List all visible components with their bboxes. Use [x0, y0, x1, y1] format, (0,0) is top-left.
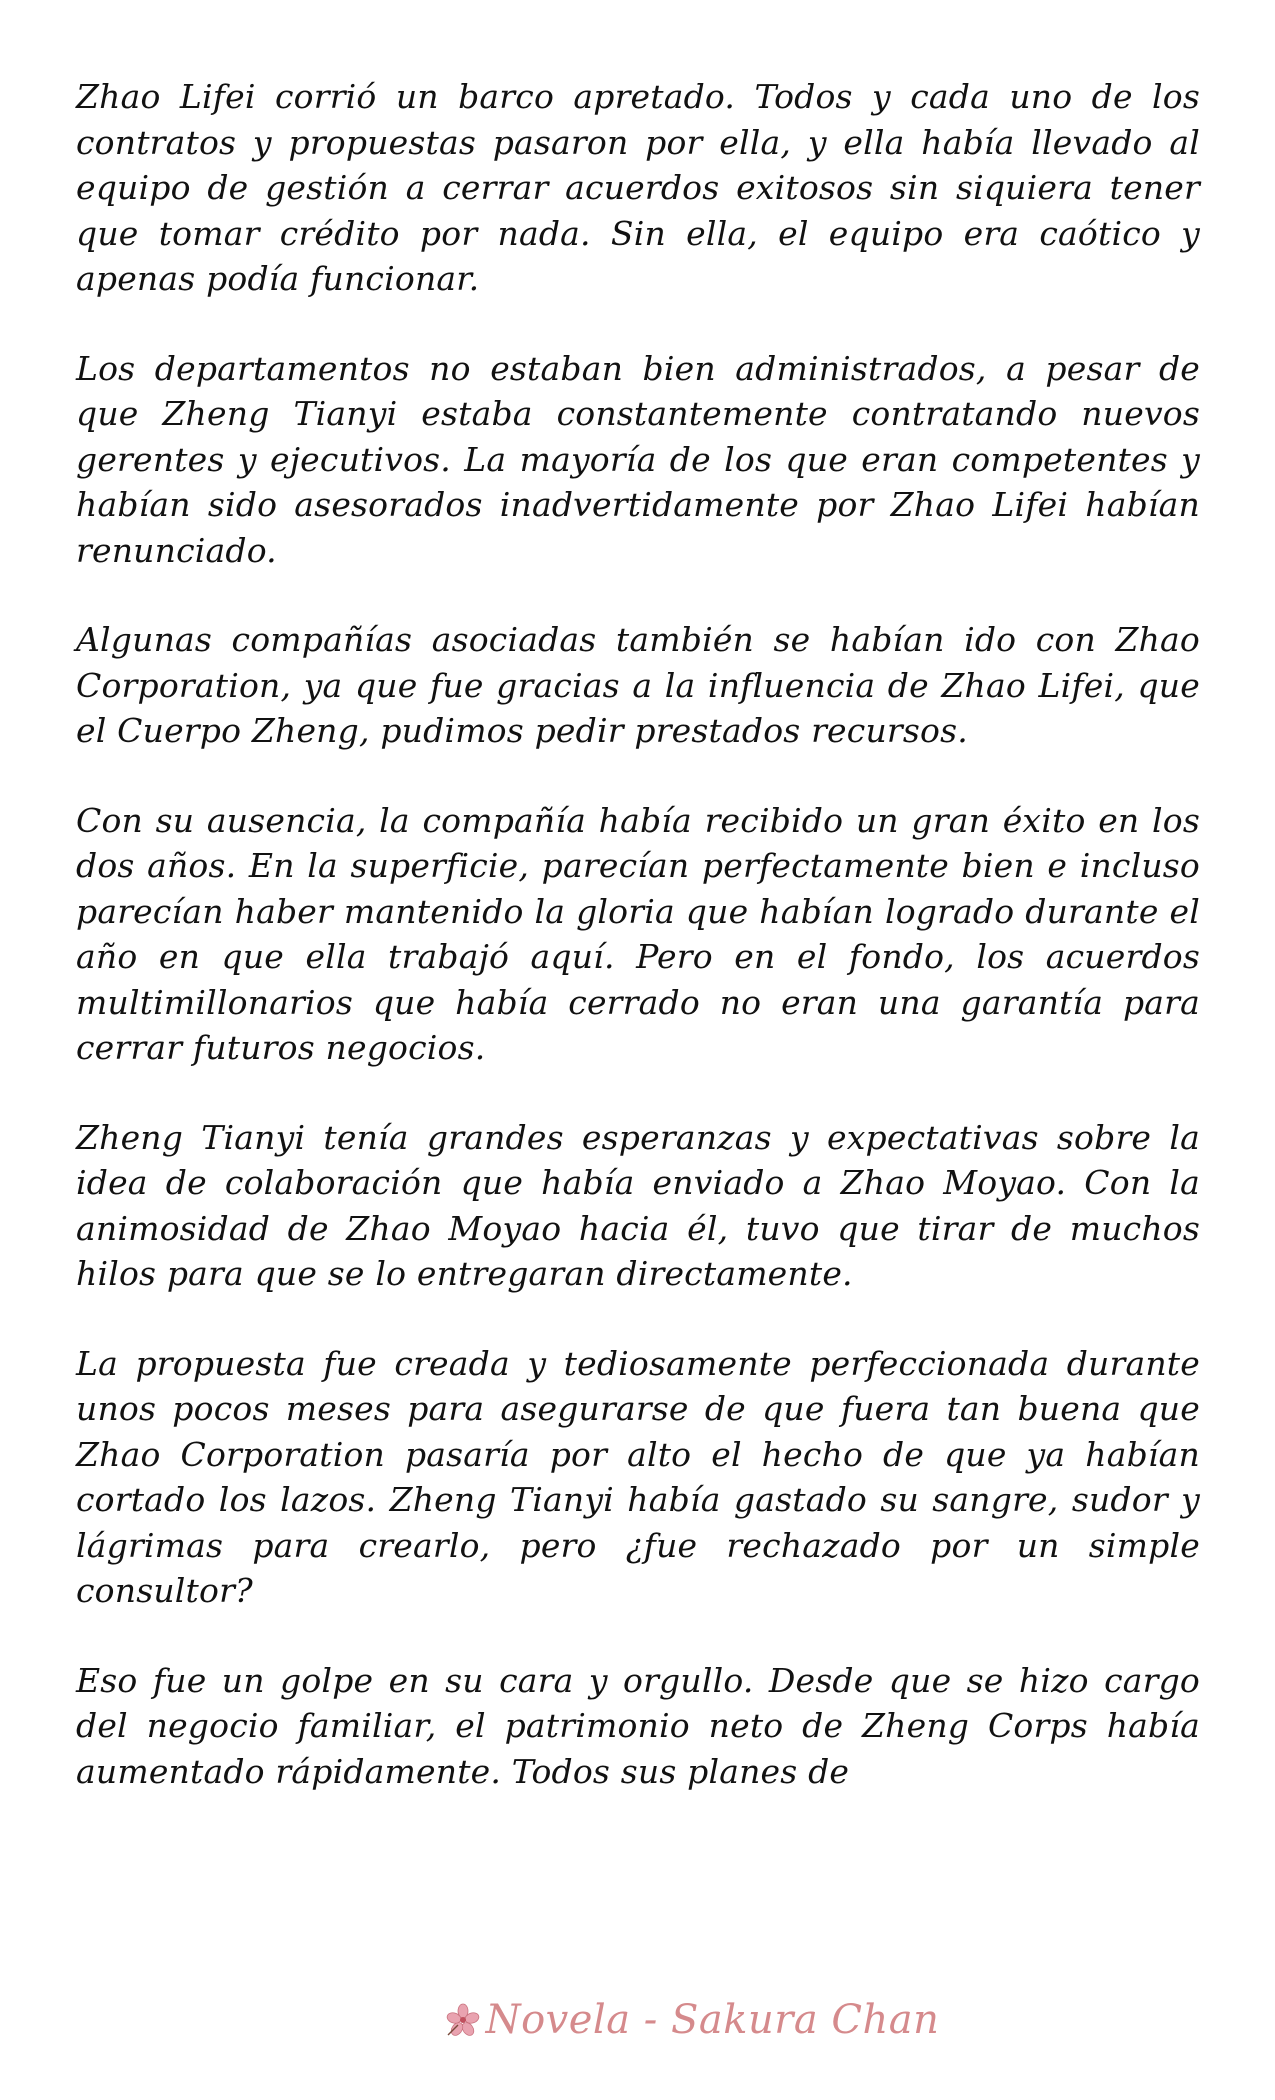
paragraph-7: Eso fue un golpe en su cara y orgullo. Desde que se hizo cargo del negocio familiar, el patrimonio neto de Zheng Corps había aumentado rápidamente. Todos sus planes de: [76, 1660, 1200, 1791]
paragraph-3: Algunas compañías asociadas también se habían ido con Zhao Corporation, ya que fue gracias a la influencia de Zhao Lifei, que el Cuerpo Zheng, pudimos pedir prestados recursos.: [76, 620, 1200, 750]
paragraph-6: La propuesta fue creada y tediosamente perfeccionada durante unos pocos meses para asegurarse de que fuera tan buena que Zhao Corporation pasaría por alto el hecho de que ya habían cortado los lazos. Zheng Tianyi había gastado su sangre, sudor y lágrimas para crearlo, pero ¿fue rechazado por un simple consultor?: [76, 1343, 1200, 1610]
paragraph-4: Con su ausencia, la compañía había recibido un gran éxito en los dos años. En la superficie, parecían perfectamente bien e incluso parecían haber mantenido la gloria que habían logrado durante el año en que ella trabajó aquí. Pero en el fondo, los acuerdos multimillonarios que había cerrado no eran una garantía para cerrar futuros negocios.: [76, 800, 1200, 1067]
sakura-flower-icon: [446, 2003, 480, 2037]
footer-watermark: [0, 1990, 1275, 2050]
watermark-text: Novela - Sakura Chan: [485, 1997, 940, 2043]
text-body: [76, 74, 1200, 1838]
paragraph-1: Zhao Lifei corrió un barco apretado. Todos y cada uno de los contratos y propuestas pasaron por ella, y ella había llevado al equipo de gestión a cerrar acuerdos exitosos sin siquiera tener que tomar crédito por nada. Sin ella, el equipo era caótico y apenas podía funcionar.: [76, 77, 1200, 298]
paragraph-5: Zheng Tianyi tenía grandes esperanzas y expectativas sobre la idea de colaboración que había enviado a Zhao Moyao. Con la animosidad de Zhao Moyao hacia él, tuvo que tirar de muchos hilos para que se lo entregaran directamente.: [76, 1117, 1200, 1293]
paragraph-2: Los departamentos no estaban bien administrados, a pesar de que Zheng Tianyi estaba constantemente contratando nuevos gerentes y ejecutivos. La mayoría de los que eran competentes y habían sido asesorados inadvertidamente por Zhao Lifei habían renunciado.: [76, 348, 1200, 570]
watermark-group: [446, 1997, 940, 2043]
